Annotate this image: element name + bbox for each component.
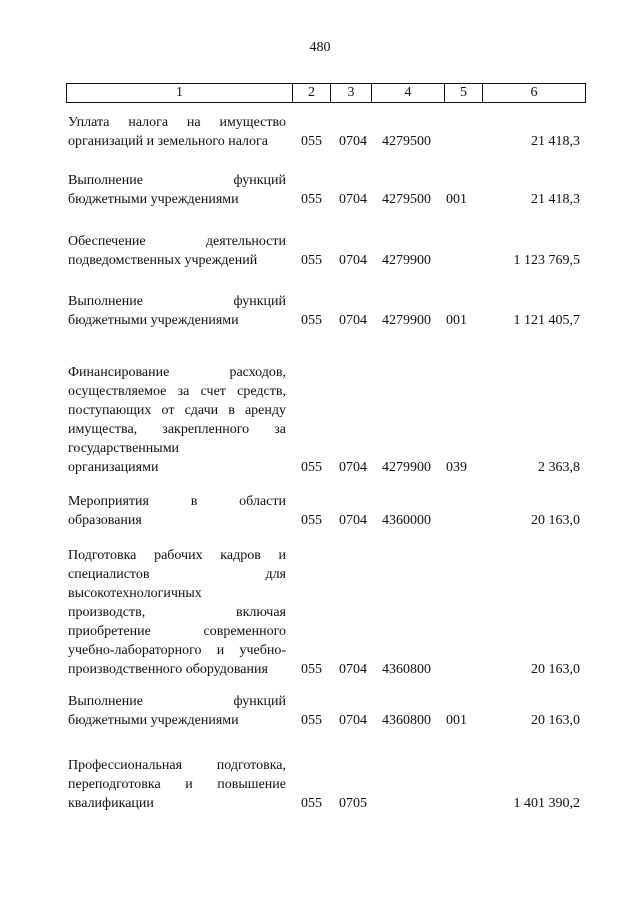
description-line: производств, включая	[68, 605, 286, 620]
cell-col-5: 001	[446, 313, 467, 328]
table-row	[0, 363, 640, 477]
description-line: специалистов для	[68, 567, 286, 582]
cell-col-5: 039	[446, 460, 467, 475]
description-line: бюджетными учреждениями	[68, 192, 239, 207]
description-line: Финансирование расходов,	[68, 365, 286, 380]
header-col-5: 5	[445, 84, 483, 102]
cell-col-3: 0705	[339, 796, 367, 811]
description-line: Мероприятия в области	[68, 494, 286, 509]
description-line: подведомственных учреждений	[68, 253, 258, 268]
description-line: имущества, закрепленного за	[68, 422, 286, 437]
description-line: переподготовка и повышение	[68, 777, 286, 792]
cell-col-2: 055	[301, 313, 322, 328]
page-number: 480	[309, 40, 331, 55]
cell-col-3: 0704	[339, 662, 367, 677]
cell-col-5: 001	[446, 192, 467, 207]
header-col-6: 6	[530, 85, 538, 100]
description-line: учебно-лабораторного и учебно-	[68, 643, 286, 658]
description-line: Выполнение функций	[68, 173, 286, 188]
row-description	[68, 692, 286, 730]
cell-col-3: 0704	[339, 134, 367, 149]
table-row	[0, 692, 640, 730]
cell-col-2: 055	[301, 192, 322, 207]
description-line: Выполнение функций	[68, 294, 286, 309]
description-line: производственного оборудования	[68, 662, 268, 677]
table-row	[0, 232, 640, 270]
cell-col-4: 4279500	[382, 134, 431, 149]
description-line: организациями	[68, 460, 159, 475]
table-row	[0, 546, 640, 679]
cell-col-2: 055	[301, 796, 322, 811]
cell-col-2: 055	[301, 662, 322, 677]
row-description	[68, 756, 286, 813]
cell-col-2: 055	[301, 460, 322, 475]
description-line: Профессиональная подготовка,	[68, 758, 286, 773]
description-line: Выполнение функций	[68, 694, 286, 709]
table-row	[0, 292, 640, 330]
header-col-3: 3	[331, 84, 372, 102]
description-line: бюджетными учреждениями	[68, 313, 239, 328]
cell-col-2: 055	[301, 713, 322, 728]
cell-col-4: 4279900	[382, 253, 431, 268]
header-col-4: 4	[372, 84, 445, 102]
description-line: приобретение современного	[68, 624, 286, 639]
cell-col-6: 21 418,3	[531, 134, 580, 149]
cell-col-6: 2 363,8	[538, 460, 580, 475]
cell-col-3: 0704	[339, 513, 367, 528]
cell-col-3: 0704	[339, 313, 367, 328]
description-line: организаций и земельного налога	[68, 134, 268, 149]
header-col-1: 1	[67, 84, 293, 102]
row-description	[68, 171, 286, 209]
table-row	[0, 171, 640, 209]
cell-col-2: 055	[301, 253, 322, 268]
cell-col-2: 055	[301, 513, 322, 528]
row-description	[68, 363, 286, 477]
cell-col-6: 1 123 769,5	[513, 253, 580, 268]
description-line: бюджетными учреждениями	[68, 713, 239, 728]
cell-col-5: 001	[446, 713, 467, 728]
header-col-2: 2	[293, 84, 331, 102]
cell-col-6: 21 418,3	[531, 192, 580, 207]
cell-col-4: 4360800	[382, 713, 431, 728]
cell-col-3: 0704	[339, 192, 367, 207]
cell-col-6: 20 163,0	[531, 713, 580, 728]
description-line: квалификации	[68, 796, 154, 811]
table-row	[0, 492, 640, 530]
cell-col-6: 1 121 405,7	[513, 313, 580, 328]
cell-col-6: 1 401 390,2	[513, 796, 580, 811]
row-description	[68, 232, 286, 270]
description-line: образования	[68, 513, 142, 528]
cell-col-4: 4360000	[382, 513, 431, 528]
row-description	[68, 546, 286, 679]
description-line: Подготовка рабочих кадров и	[68, 548, 286, 563]
cell-col-4: 4279500	[382, 192, 431, 207]
description-line: поступающих от сдачи в аренду	[68, 403, 286, 418]
description-line: высокотехнологичных	[68, 586, 202, 601]
cell-col-3: 0704	[339, 713, 367, 728]
row-description	[68, 113, 286, 151]
description-line: Уплата налога на имущество	[68, 115, 286, 130]
table-row	[0, 756, 640, 813]
cell-col-6: 20 163,0	[531, 662, 580, 677]
row-description	[68, 292, 286, 330]
description-line: осуществляемое за счет средств,	[68, 384, 286, 399]
cell-col-4: 4279900	[382, 313, 431, 328]
description-line: государственными	[68, 441, 180, 456]
description-line: Обеспечение деятельности	[68, 234, 286, 249]
cell-col-4: 4360800	[382, 662, 431, 677]
cell-col-3: 0704	[339, 253, 367, 268]
cell-col-3: 0704	[339, 460, 367, 475]
cell-col-6: 20 163,0	[531, 513, 580, 528]
cell-col-2: 055	[301, 134, 322, 149]
table-header	[66, 83, 586, 103]
table-row	[0, 113, 640, 151]
cell-col-4: 4279900	[382, 460, 431, 475]
row-description	[68, 492, 286, 530]
